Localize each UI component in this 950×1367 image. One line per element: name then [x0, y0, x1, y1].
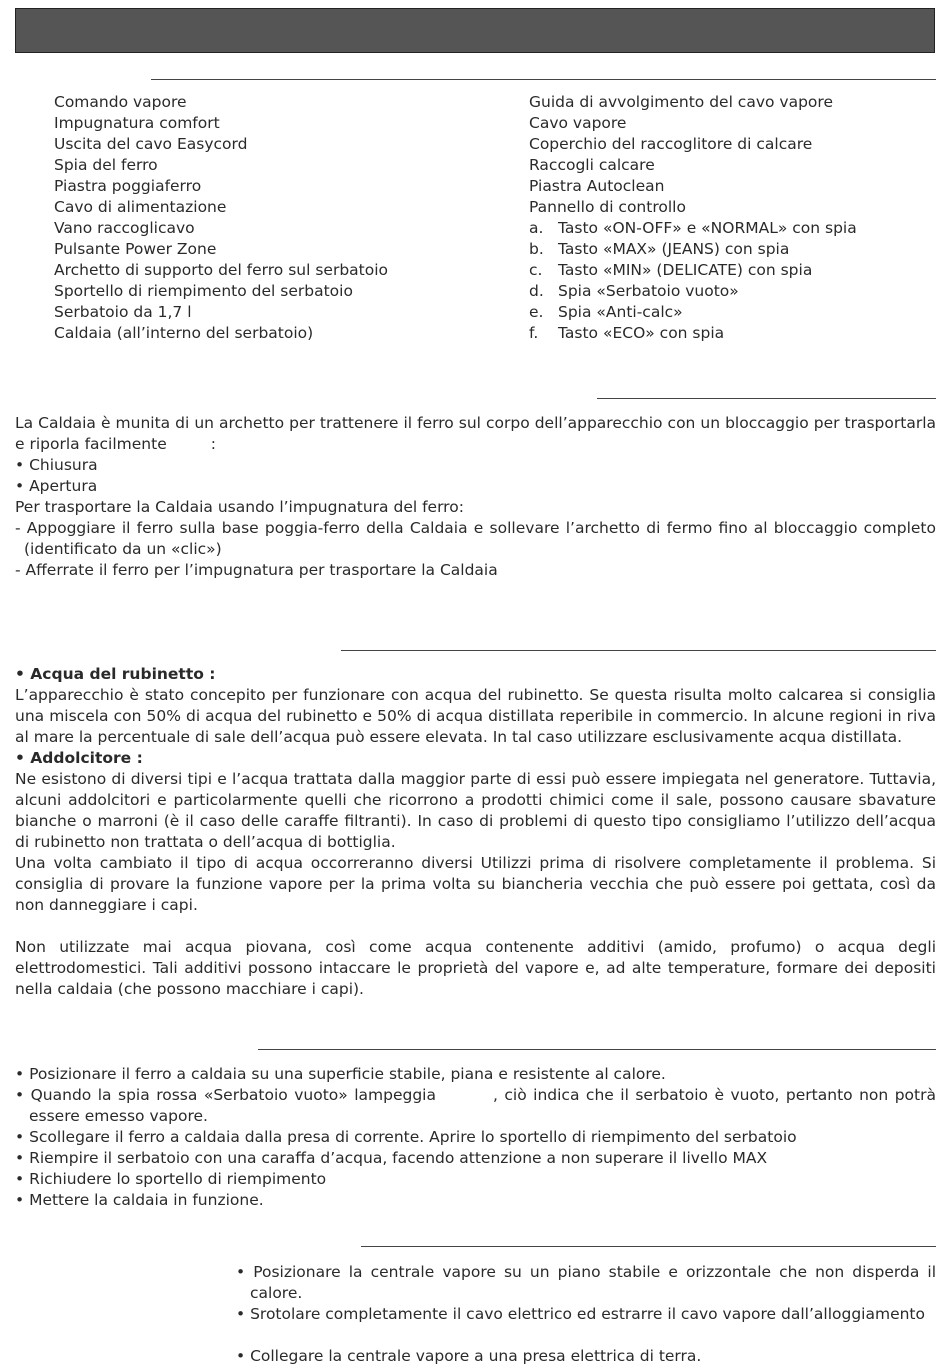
- parts-list-right: [529, 92, 857, 344]
- control-letter: c.: [529, 261, 543, 279]
- part-item: Caldaia (all’interno del serbatoio): [54, 324, 314, 342]
- setup-section: [236, 1262, 936, 1367]
- control-panel-item: [529, 281, 857, 302]
- water-section: [15, 664, 936, 1000]
- part-item: Cavo vapore: [529, 114, 627, 132]
- filling-item: • Richiudere lo sportello di riempimento: [15, 1170, 327, 1188]
- setup-item: • Posizionare la centrale vapore su un piano stabile e orizzontale che non disperda il calore.: [236, 1263, 936, 1302]
- part-item: Pannello di controllo: [529, 198, 686, 216]
- control-panel-item: [529, 260, 857, 281]
- control-letter: d.: [529, 282, 544, 300]
- water-tap-heading: • Acqua del rubinetto :: [15, 665, 216, 683]
- header-bar: [15, 8, 935, 53]
- section-rule-transport: [597, 398, 936, 399]
- control-text: Tasto «ON-OFF» e «NORMAL» con spia: [558, 219, 857, 237]
- part-item: Uscita del cavo Easycord: [54, 135, 248, 153]
- filling-item: • Posizionare il ferro a caldaia su una superficie stabile, piana e resistente al calore.: [15, 1065, 666, 1083]
- part-item: Impugnatura comfort: [54, 114, 220, 132]
- filling-item: • Mettere la caldaia in funzione.: [15, 1191, 264, 1209]
- section-rule-setup: [361, 1246, 936, 1247]
- control-letter: b.: [529, 240, 544, 258]
- water-softener-heading: • Addolcitore :: [15, 749, 143, 767]
- water-warning-text: Non utilizzate mai acqua piovana, così come acqua contenente additivi (amido, profumo) o acqua degli elettrodomestici. Tali additivi possono intaccare le proprietà del vapore e, ad alte temperature, formare dei depositi nella caldaia (che possono macchiare i capi).: [15, 938, 936, 998]
- control-text: Spia «Anti-calc»: [558, 303, 683, 321]
- transport-step-1: - Appoggiare il ferro sulla base poggia-ferro della Caldaia e sollevare l’archetto di fermo fino al bloccaggio completo (identificato da un «clic»): [15, 519, 936, 558]
- part-item: Guida di avvolgimento del cavo vapore: [529, 93, 833, 111]
- transport-open: • Apertura: [15, 477, 98, 495]
- setup-item: • Collegare la centrale vapore a una presa elettrica di terra.: [236, 1347, 702, 1365]
- water-softener-text: Ne esistono di diversi tipi e l’acqua trattata dalla maggior parte di essi può essere impiegata nel generatore. Tuttavia, alcuni addolcitori e particolarmente quelli che ricorrono a prodotti chimici come il sale, possono causare sbavature bianche o marroni (è il caso delle caraffe filtranti). In caso di problemi di questo tipo consigliamo l’utilizzo dell’acqua di rubinetto non trattata o dell’acqua di bottiglia.: [15, 770, 936, 851]
- water-tap-text: L’apparecchio è stato concepito per funzionare con acqua del rubinetto. Se questa risulta molto calcarea si consiglia una miscela con 50% di acqua del rubinetto e 50% di acqua distillata reperibile in commercio. In alcune regioni in riva al mare la percentuale di sale dell’acqua può essere elevata. In tal caso utilizzare esclusivamente acqua distillata.: [15, 686, 936, 746]
- parts-list-left: [54, 92, 388, 344]
- control-letter: a.: [529, 219, 544, 237]
- setup-item: • Srotolare completamente il cavo elettrico ed estrarre il cavo vapore dall’alloggiamento: [236, 1305, 925, 1323]
- part-item: Raccogli calcare: [529, 156, 655, 174]
- section-rule-filling: [258, 1049, 936, 1050]
- filling-section: [15, 1064, 936, 1211]
- part-item: Pulsante Power Zone: [54, 240, 217, 258]
- part-item: Piastra poggiaferro: [54, 177, 202, 195]
- part-item: Serbatoio da 1,7 l: [54, 303, 192, 321]
- part-item: Archetto di supporto del ferro sul serbatoio: [54, 261, 389, 279]
- filling-item: • Quando la spia rossa «Serbatoio vuoto» lampeggia , ciò indica che il serbatoio è vuoto, pertanto non potrà essere emesso vapore.: [15, 1086, 936, 1125]
- filling-item: • Riempire il serbatoio con una caraffa d’acqua, facendo attenzione a non superare il livello MAX: [15, 1149, 768, 1167]
- section-rule-parts: [151, 79, 936, 80]
- control-panel-item: [529, 218, 857, 239]
- control-letter: e.: [529, 303, 544, 321]
- transport-section: [15, 413, 936, 581]
- part-item: Coperchio del raccoglitore di calcare: [529, 135, 813, 153]
- part-item: Spia del ferro: [54, 156, 158, 174]
- transport-step-2: - Afferrate il ferro per l’impugnatura per trasportare la Caldaia: [15, 561, 498, 579]
- control-panel-item: [529, 323, 857, 344]
- section-rule-water: [341, 650, 936, 651]
- part-item: Cavo di alimentazione: [54, 198, 227, 216]
- filling-item: • Scollegare il ferro a caldaia dalla presa di corrente. Aprire lo sportello di riempimento del serbatoio: [15, 1128, 797, 1146]
- control-panel-item: [529, 239, 857, 260]
- control-text: Tasto «MIN» (DELICATE) con spia: [558, 261, 813, 279]
- transport-lock: • Chiusura: [15, 456, 98, 474]
- control-letter: f.: [529, 324, 539, 342]
- control-text: Tasto «MAX» (JEANS) con spia: [558, 240, 790, 258]
- transport-how: Per trasportare la Caldaia usando l’impugnatura del ferro:: [15, 498, 464, 516]
- part-item: Comando vapore: [54, 93, 187, 111]
- control-text: Tasto «ECO» con spia: [558, 324, 725, 342]
- part-item: Sportello di riempimento del serbatoio: [54, 282, 353, 300]
- control-panel-item: [529, 302, 857, 323]
- part-item: Piastra Autoclean: [529, 177, 665, 195]
- water-change-text: Una volta cambiato il tipo di acqua occorreranno diversi Utilizzi prima di risolvere completamente il problema. Si consiglia di provare la funzione vapore per la prima volta su biancheria vecchia che può essere poi gettata, così da non danneggiare i capi.: [15, 854, 936, 914]
- transport-intro: La Caldaia è munita di un archetto per trattenere il ferro sul corpo dell’apparecchio con un bloccaggio per trasportarla e riporla facilmente :: [15, 414, 936, 453]
- control-text: Spia «Serbatoio vuoto»: [558, 282, 739, 300]
- part-item: Vano raccoglicavo: [54, 219, 195, 237]
